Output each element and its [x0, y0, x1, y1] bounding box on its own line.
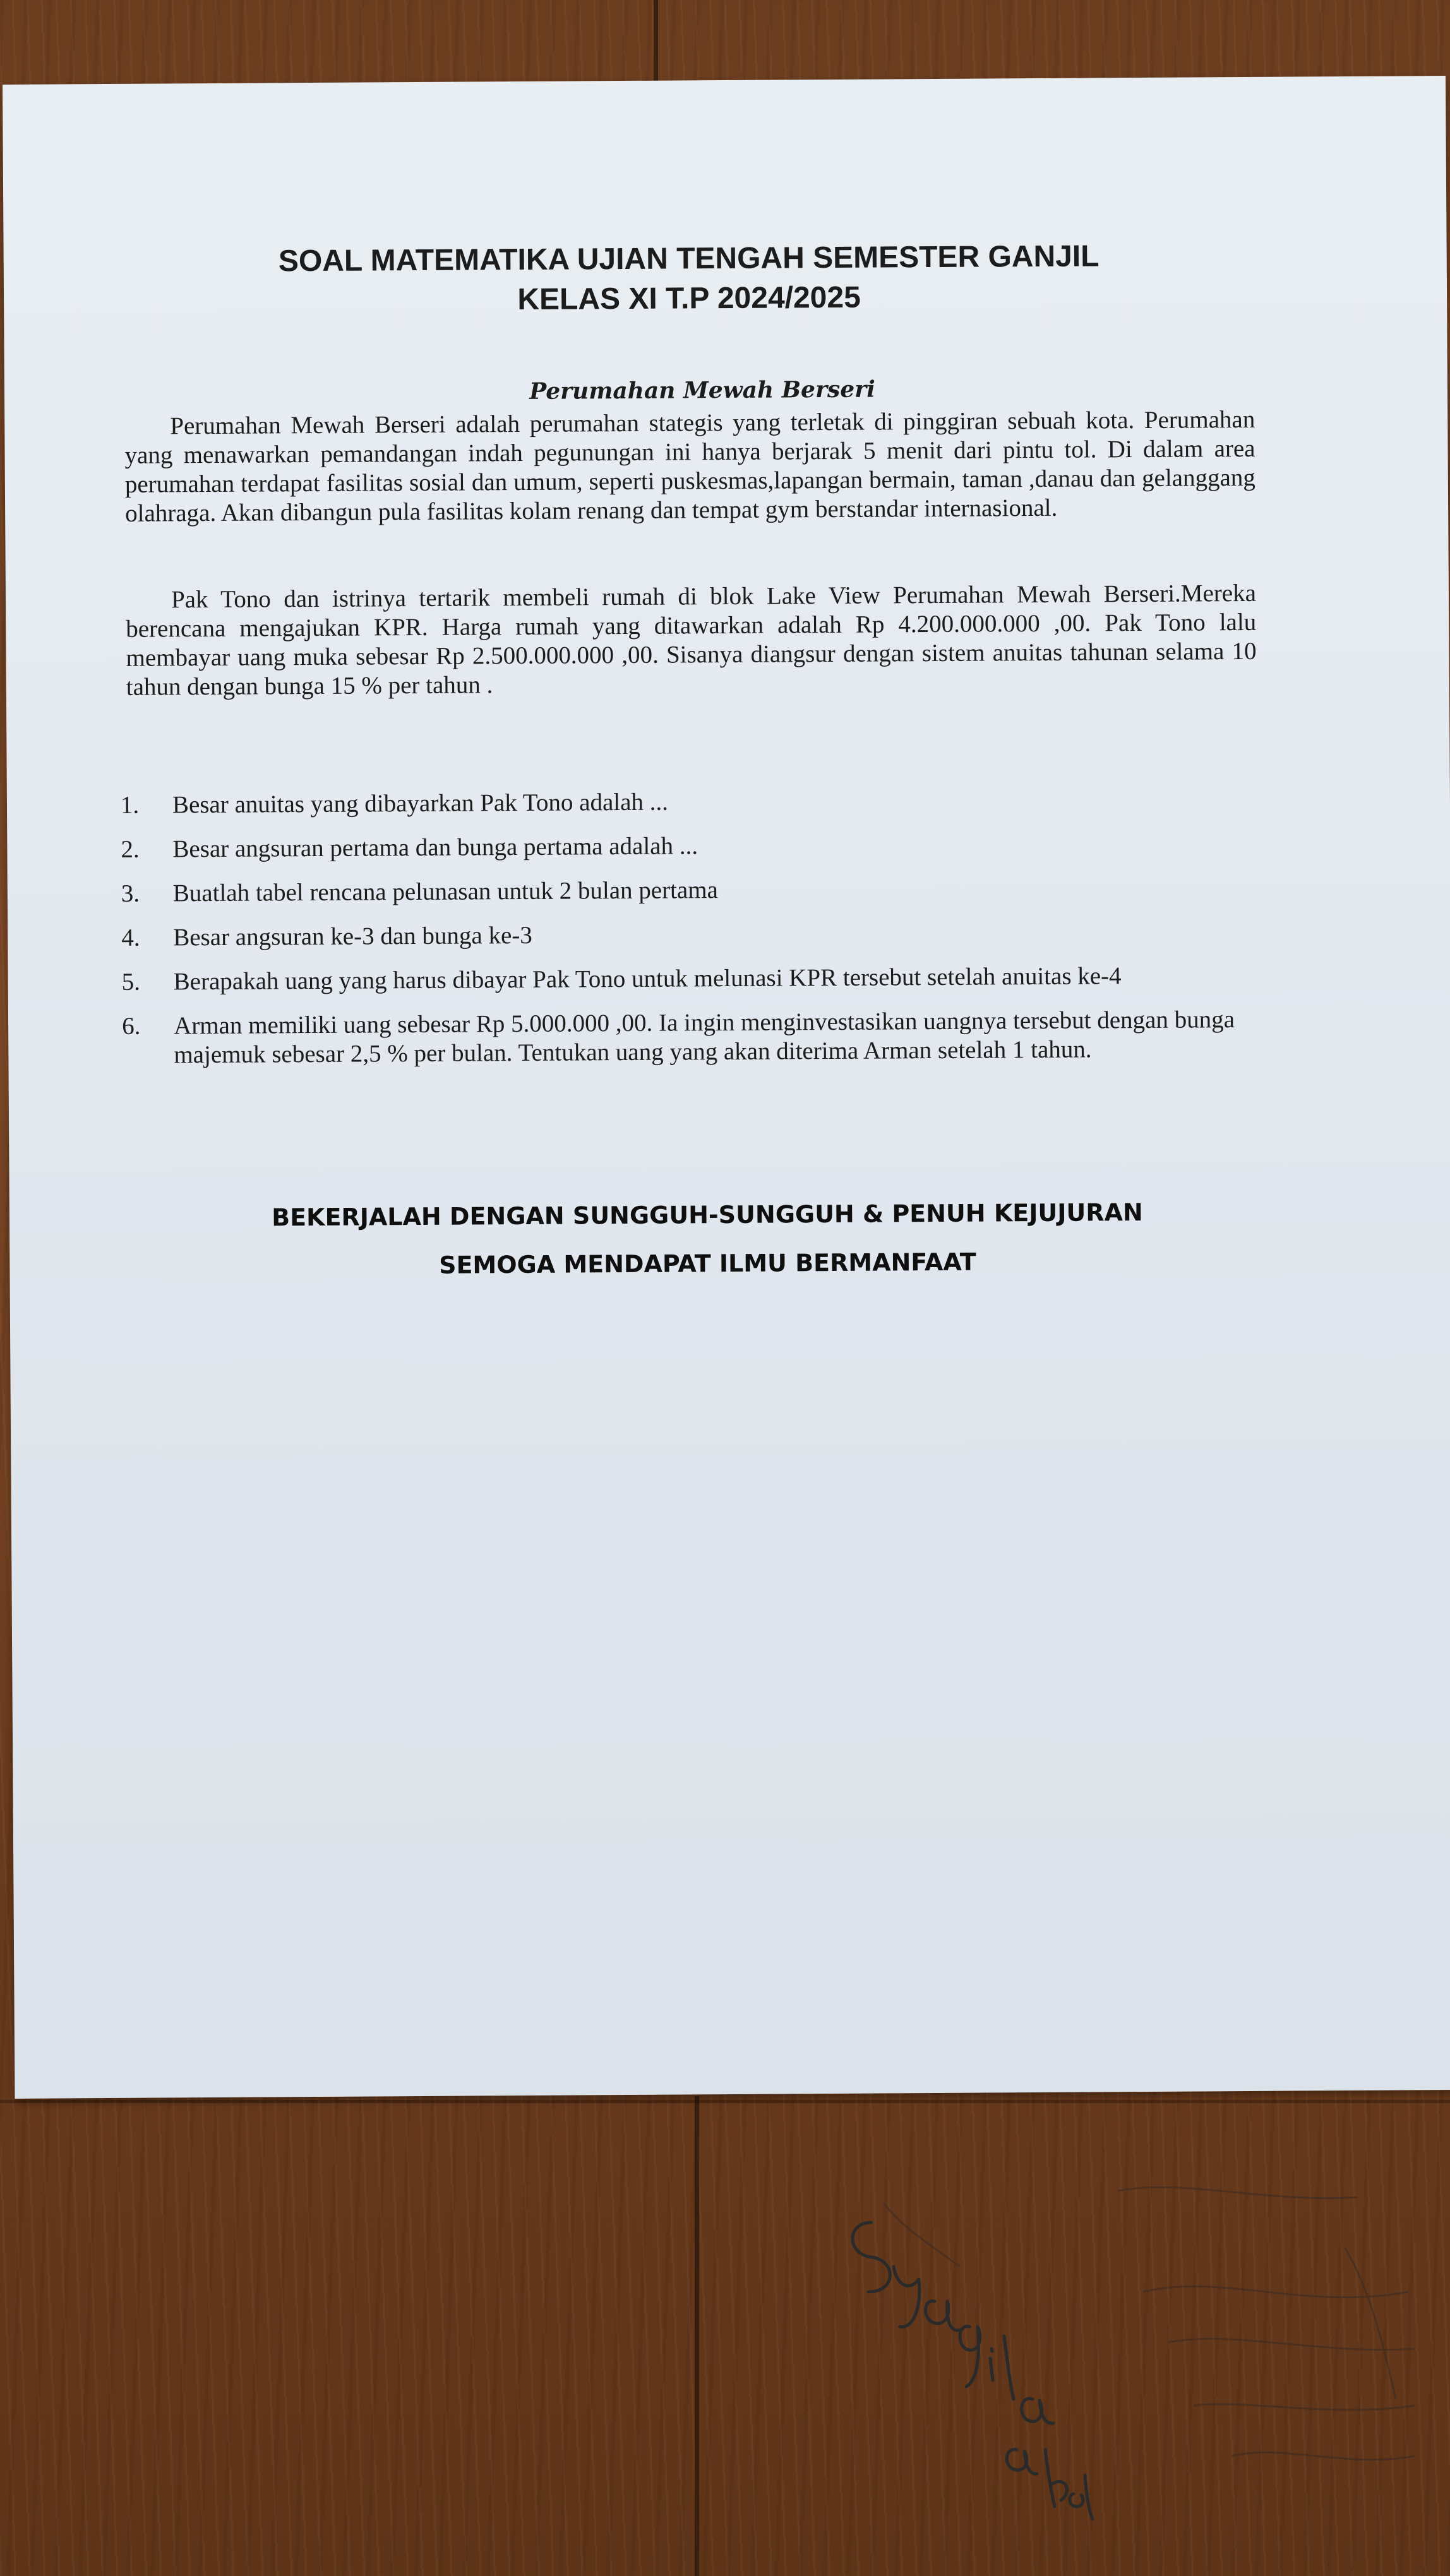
question-list [121, 784, 1272, 1085]
question-number: 6. [121, 1012, 141, 1040]
section-title: Perumahan Mewah Berseri [529, 376, 875, 405]
question-item [121, 917, 1271, 953]
exam-class-year: KELAS XI T.P 2024/2025 [517, 280, 861, 317]
question-number: 2. [121, 835, 140, 863]
story-paragraph-1: Perumahan Mewah Berseri adalah perumahan stategis yang terletak di pinggiran sebuah kota. Perumahan yang menawarkan pemandangan indah pegunungan ini hanya berjarak 5 menit dari pintu tol. Di dalam area perumahan terdapat fasilitas sosial dan umum, seperti puskesmas,lapangan bermain, taman ,danau dan gelanggang olahraga. Akan dibangun pula fasilitas kolam renang dan tempat gym berstandar internasional. [124, 405, 1255, 527]
question-item [122, 1005, 1272, 1070]
question-number: 4. [121, 924, 140, 951]
table-plank-seam [654, 0, 658, 88]
question-text: Besar anuitas yang dibayarkan Pak Tono adalah ... [172, 788, 669, 819]
signature-text: Syaqila abel [834, 2197, 837, 2198]
question-text: Arman memiliki uang sebesar Rp 5.000.000 ,00. Ia ingin menginvestasikan uangnya tersebut dengan bunga majemuk sebesar 2,5 % per bulan. Tentukan uang yang akan diterima Arman setelah 1 tahun. [173, 1006, 1235, 1069]
question-number: 3. [121, 880, 140, 907]
question-item [121, 828, 1270, 864]
question-item [121, 873, 1271, 909]
question-text: Berapakah uang yang harus dibayar Pak Tono untuk melunasi KPR tersebut setelah anuitas ke-4 [173, 962, 1122, 996]
exam-title: SOAL MATEMATIKA UJIAN TENGAH SEMESTER GANJIL [278, 239, 1099, 278]
question-text: Buatlah tabel rencana pelunasan untuk 2 bulan pertama [172, 876, 719, 907]
question-number: 1. [120, 791, 140, 819]
exam-paper [3, 76, 1450, 2099]
story-paragraph-2: Pak Tono dan istrinya tertarik membeli rumah di blok Lake View Perumahan Mewah Berseri.Mereka berencana mengajukan KPR. Harga rumah yang ditawarkan adalah Rp 4.200.000.000 ,00. Pak Tono lalu membayar uang muka sebesar Rp 2.500.000.000 ,00. Sisanya diangsur dengan sistem anuitas tahunan selama 10 tahun dengan bunga 15 % per tahun . [126, 579, 1257, 701]
table-plank-seam [695, 2096, 699, 2576]
closing-wish: SEMOGA MENDAPAT ILMU BERMANFAAT [438, 1248, 976, 1279]
question-item [122, 961, 1271, 997]
closing-motto: BEKERJALAH DENGAN SUNGGUH-SUNGGUH & PENUH KEJUJURAN [272, 1198, 1143, 1232]
question-text: Besar angsuran ke-3 dan bunga ke-3 [173, 921, 532, 951]
question-item [121, 784, 1270, 820]
question-number: 5. [121, 968, 141, 996]
handwritten-signature [834, 2197, 1099, 2525]
question-text: Besar angsuran pertama dan bunga pertama adalah ... [172, 832, 698, 863]
